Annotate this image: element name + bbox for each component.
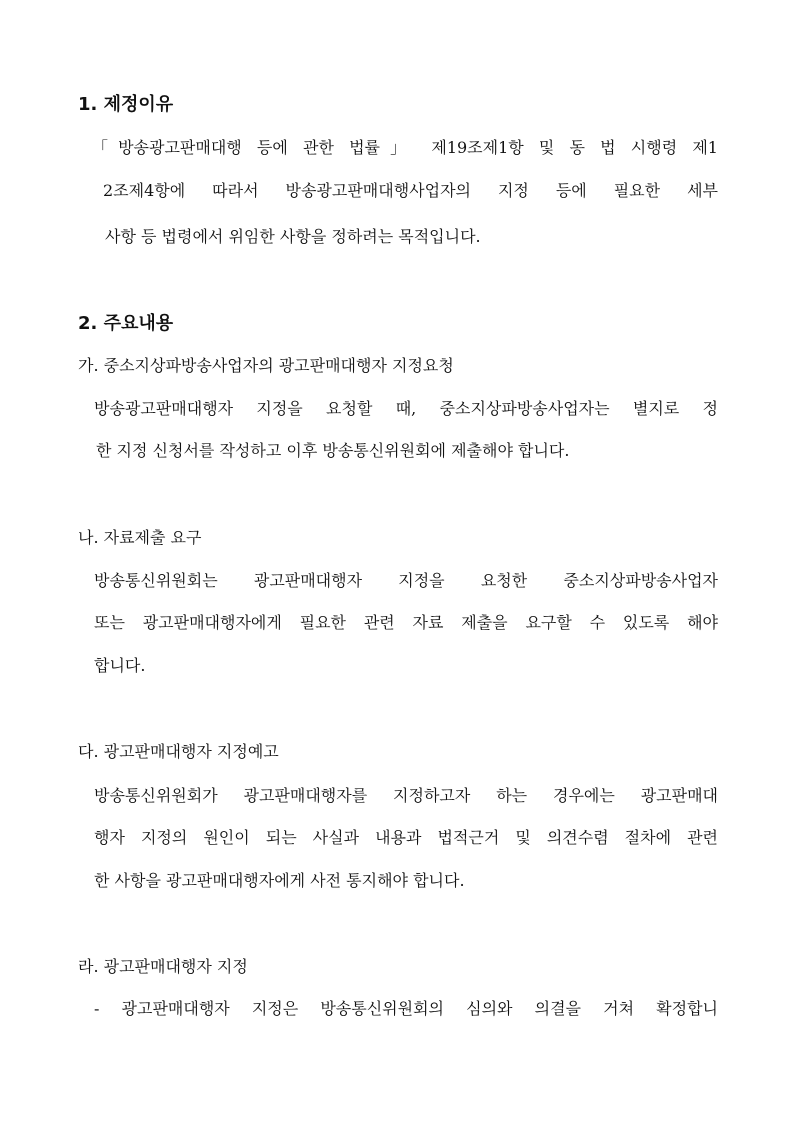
item-da-line-2: 행자 지정의 원인이 되는 사실과 내용과 법적근거 및 의견수렴 절차에 관련 (94, 828, 718, 847)
item-ga-line-2: 한 지정 신청서를 작성하고 이후 방송통신위원회에 제출해야 합니다. (96, 441, 570, 460)
section-1-line-3: 사항 등 법령에서 위임한 사항을 정하려는 목적입니다. (105, 227, 481, 246)
item-na-line-3: 합니다. (94, 656, 146, 675)
item-da-line-3: 한 사항을 광고판매대행자에게 사전 통지해야 합니다. (94, 871, 465, 890)
section-1-heading: 1. 제정이유 (78, 94, 174, 115)
item-ga-line-1: 방송광고판매대행자 지정을 요청할 때, 중소지상파방송사업자는 별지로 정 (94, 399, 718, 418)
item-ra-line-1: - 광고판매대행자 지정은 방송통신위원회의 심의와 의결을 거쳐 확정합니 (94, 999, 718, 1018)
item-na-title: 나. 자료제출 요구 (78, 528, 202, 547)
item-ra-title: 라. 광고판매대행자 지정 (78, 957, 248, 976)
section-1-line-1: 「방송광고판매대행 등에 관한 법률」 제19조제1항 및 동 법 시행령 제1 (92, 138, 718, 157)
item-na-line-1: 방송통신위원회는 광고판매대행자 지정을 요청한 중소지상파방송사업자 (94, 571, 718, 590)
item-da-title: 다. 광고판매대행자 지정예고 (78, 742, 279, 761)
section-1-line-2: 2조제4항에 따라서 방송광고판매대행사업자의 지정 등에 필요한 세부 (103, 181, 718, 200)
item-ga-title: 가. 중소지상파방송사업자의 광고판매대행자 지정요청 (78, 356, 454, 375)
item-na-line-2: 또는 광고판매대행자에게 필요한 관련 자료 제출을 요구할 수 있도록 해야 (94, 613, 718, 632)
section-2-heading: 2. 주요내용 (78, 313, 174, 334)
item-da-line-1: 방송통신위원회가 광고판매대행자를 지정하고자 하는 경우에는 광고판매대 (94, 786, 718, 805)
